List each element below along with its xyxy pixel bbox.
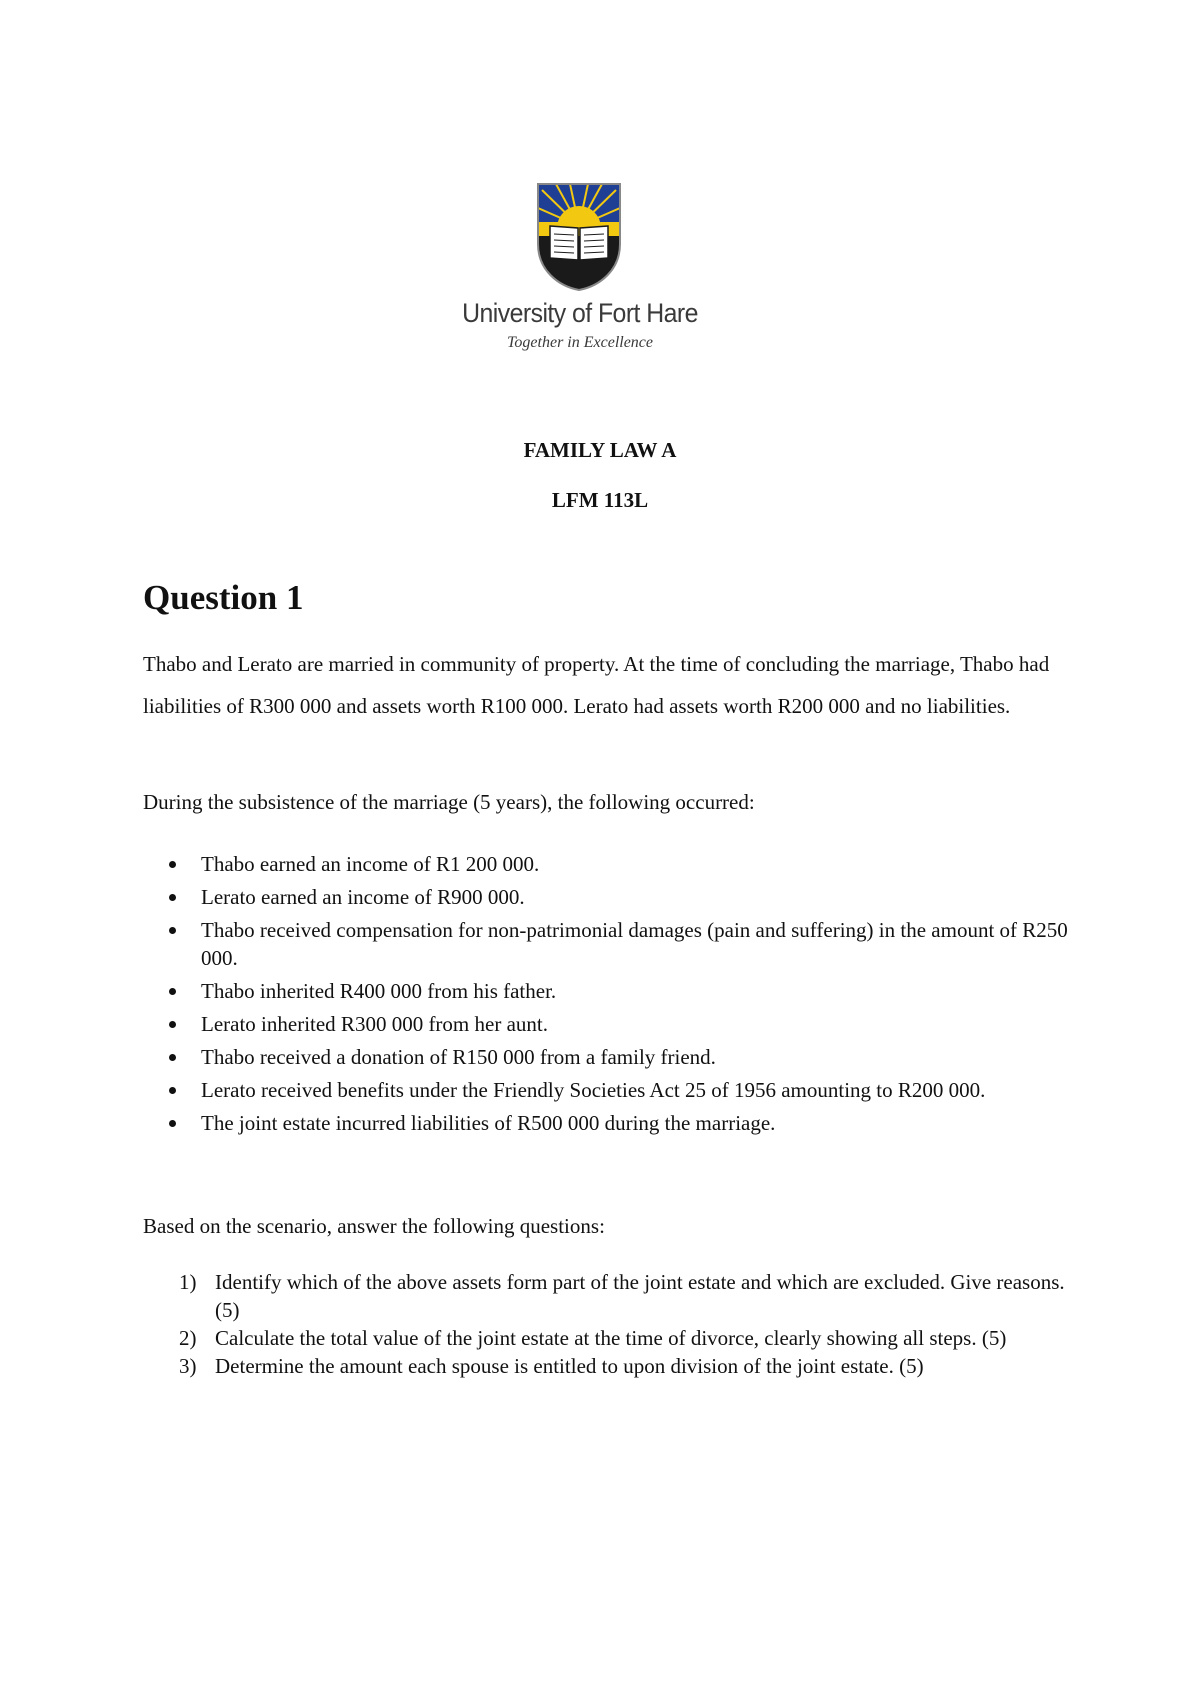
scenario-intro: Thabo and Lerato are married in community of property. At the time of concluding the marriage, Thabo had liabilities of R300 000 and assets worth R100 000. Lerato had assets worth R200 000 and no liabilities. (143, 652, 1050, 718)
list-item-text: Thabo received a donation of R150 000 from a family friend. (201, 1045, 716, 1069)
list-item (143, 977, 1073, 1005)
question-number: 3) (179, 1354, 197, 1378)
question-item (143, 1324, 1073, 1352)
list-item (143, 1109, 1073, 1137)
question-text: Determine the amount each spouse is entitled to upon division of the joint estate. (5) (215, 1354, 924, 1378)
list-item (143, 1010, 1073, 1038)
bullet-icon (169, 894, 176, 901)
question-item (143, 1268, 1073, 1324)
list-item (143, 916, 1073, 972)
university-logo (450, 178, 710, 358)
list-item-text: Thabo received compensation for non-patrimonial damages (pain and suffering) in the amount of R250 000. (201, 918, 1068, 970)
list-item (143, 883, 1073, 911)
question-item (143, 1352, 1073, 1380)
events-list (143, 850, 1073, 1142)
university-crest-icon (536, 182, 622, 292)
list-item-text: Thabo earned an income of R1 200 000. (201, 852, 540, 876)
question-number: 2) (179, 1326, 197, 1350)
list-item-text: Lerato earned an income of R900 000. (201, 885, 525, 909)
list-item (143, 850, 1073, 878)
list-item-text: Lerato received benefits under the Friendly Societies Act 25 of 1956 amounting to R200 000. (201, 1078, 986, 1102)
questions-list (143, 1268, 1073, 1380)
bullet-icon (169, 1120, 176, 1127)
course-title: FAMILY LAW A (523, 438, 677, 462)
bullet-icon (169, 1054, 176, 1061)
bullet-icon (169, 861, 176, 868)
course-code: LFM 113L (551, 488, 649, 512)
question-text: Calculate the total value of the joint estate at the time of divorce, clearly showing all steps. (5) (215, 1326, 1007, 1350)
bullet-icon (169, 1087, 176, 1094)
bullet-icon (169, 1021, 176, 1028)
university-motto: Together in Excellence (506, 334, 654, 351)
list-item-text: Thabo inherited R400 000 from his father. (201, 979, 557, 1003)
list-item (143, 1043, 1073, 1071)
bullet-icon (169, 927, 176, 934)
questions-intro: Based on the scenario, answer the following questions: (143, 1214, 605, 1238)
list-item-text: The joint estate incurred liabilities of R500 000 during the marriage. (201, 1111, 776, 1135)
subsistence-intro: During the subsistence of the marriage (5 years), the following occurred: (143, 790, 755, 814)
question-text: Identify which of the above assets form part of the joint estate and which are excluded. Give reasons. (5) (215, 1270, 1065, 1322)
bullet-icon (169, 988, 176, 995)
question-heading: Question 1 (143, 578, 304, 617)
university-name: University of Fort Hare (462, 298, 698, 328)
list-item (143, 1076, 1073, 1104)
question-number: 1) (179, 1270, 197, 1294)
list-item-text: Lerato inherited R300 000 from her aunt. (201, 1012, 548, 1036)
